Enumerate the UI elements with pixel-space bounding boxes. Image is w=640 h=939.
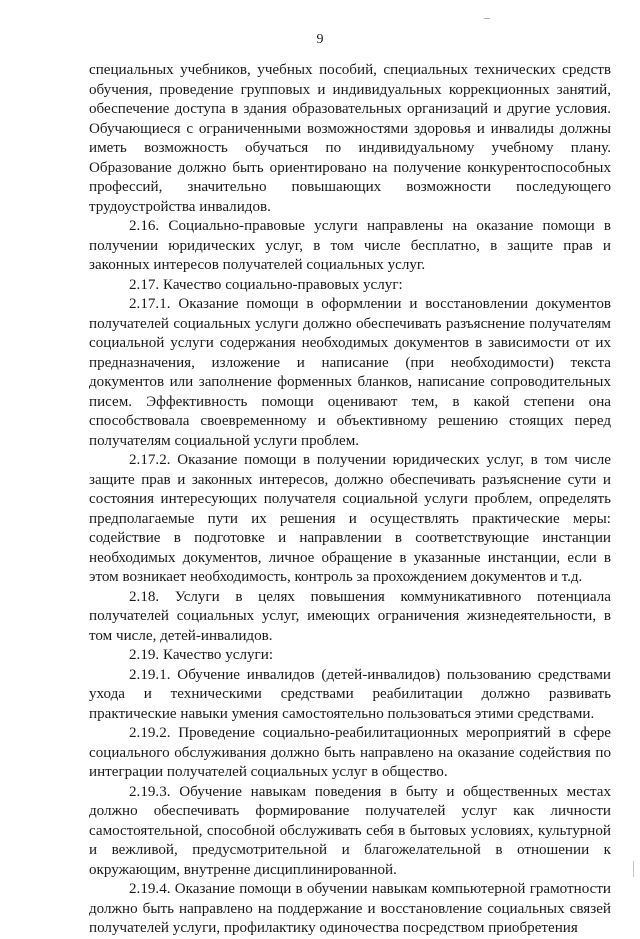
paragraph-2-19: 2.19. Качество услуги: (129, 647, 274, 663)
paragraph-continuation: специальных учебников, учебных пособий, специальных технических средств обучения, проведение групповых и индивидуальных коррекционных занятий, обеспечение доступа в здания образовательных организаций и другие условия. Обучающиеся с ограниченными возможностями здоровья и инвалиды должны иметь возможность обучаться по индивидуальному учебному плану. Образование должно быть ориентировано на получение конкурентоспособных профессий, значительно повышающих возможности последующего трудоустройства инвалидов. (89, 62, 611, 215)
paragraph-2-19-1: 2.19.1. Обучение инвалидов (детей-инвалидов) пользованию средствами ухода и техническими средствами реабилитации должно развивать практические навыки умения самостоятельно пользоваться этими средствами. (89, 666, 611, 722)
paragraph-2-19-3: 2.19.3. Обучение навыкам поведения в быту и общественных местах должно обеспечивать формирование получателей услуг как личности самостоятельной, способной обслуживать себя в бытовых условиях, культурной и вежливой, предусмотрительной и благожелательной в отношении к окружающим, внутренне дисциплинированной. (89, 783, 611, 878)
paragraph-2-19-2: 2.19.2. Проведение социально-реабилитационных мероприятий в сфере социального обслуживания должно быть направлено на оказание содействия по интеграции получателей социальных услуг в общество. (89, 725, 611, 780)
paragraph-2-17-2: 2.17.2. Оказание помощи в получении юридических услуг, в том числе защите прав и законных интересов, должно обеспечивать разъяснение сути и состояния интересующих получателя социальной услуги проблем, определять предполагаемые пути их решения и осуществлять практические меры: содействие в подготовке и направлении в соответствующие инстанции необходимых документов, личное обращение в указанные инстанции, если в этом возникает необходимость, контроль за прохождением документов и т.д. (89, 452, 611, 585)
paragraph-2-17: 2.17. Качество социально-правовых услуг: (129, 276, 403, 293)
paragraph-2-17-1: 2.17.1. Оказание помощи в оформлении и восстановлении документов получателей социальных услуги должно обеспечивать разъяснение получателям социальной услуги содержания необходимых документов в зависимости от их предназначения, изложение и написание (при необходимости) текста документов или заполнение форменных бланков, написание сопроводительных писем. Эффективность помощи оценивают тем, в какой степени она способствовала своевременному и объективному решению стоящих перед получателям социальной услуги проблем. (89, 296, 611, 449)
paragraph-2-16: 2.16. Социально-правовые услуги направлены на оказание помощи в получении юридических услуг, в том числе бесплатно, в защите прав и законных интересов получателей социальных услуг. (89, 218, 611, 273)
document-body (89, 61, 611, 939)
scan-edge-mark (633, 861, 634, 877)
scan-mark (484, 18, 490, 19)
page-number: 9 (316, 32, 324, 47)
paragraph-2-19-4: 2.19.4. Оказание помощи в обучении навыкам компьютерной грамотности должно быть направлено на поддержание и восстановление социальных связей получателей услуги, профилактику одиночества посредством приобретения (89, 881, 611, 936)
paragraph-2-18: 2.18. Услуги в целях повышения коммуникативного потенциала получателей социальных услуг, имеющих ограничения жизнедеятельности, в том числе, детей-инвалидов. (89, 588, 611, 644)
